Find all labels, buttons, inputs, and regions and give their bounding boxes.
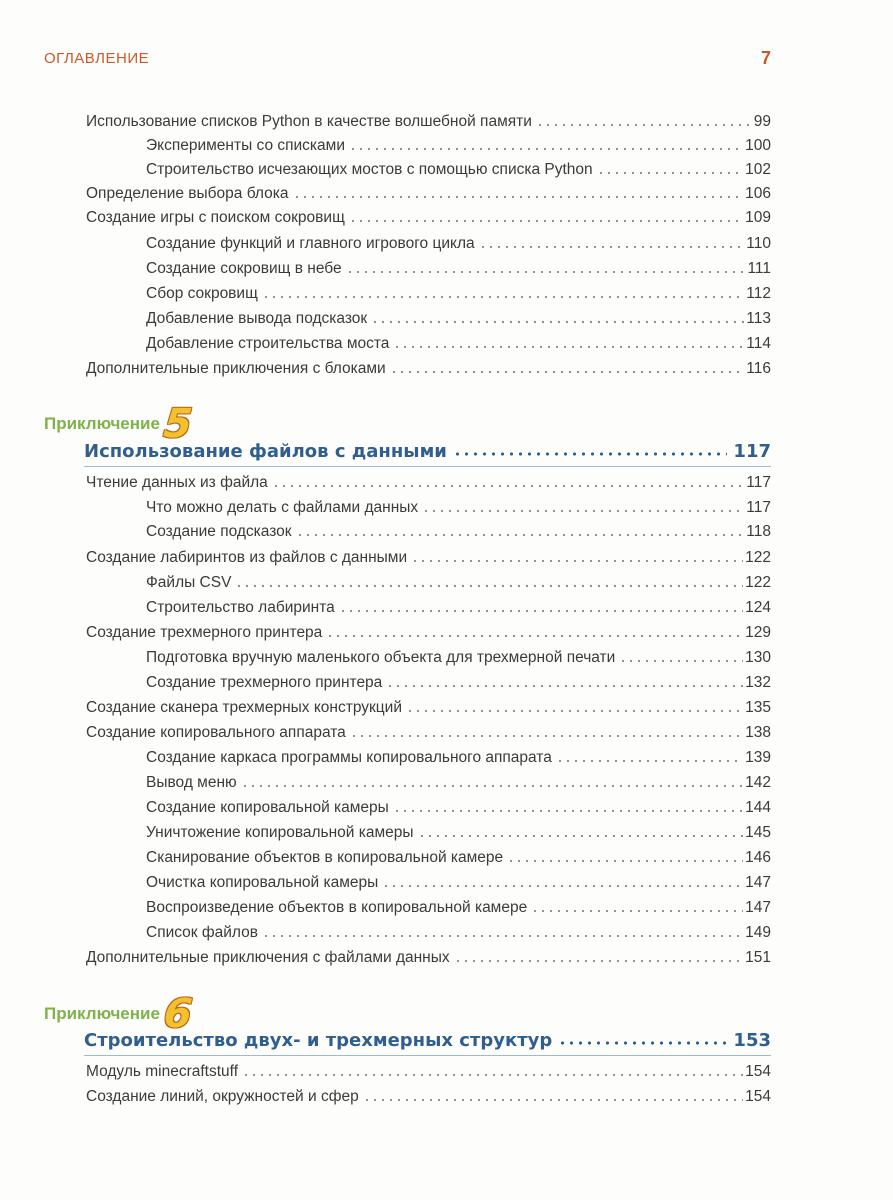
toc-entry[interactable] bbox=[146, 896, 771, 918]
toc-entry-page: 147 bbox=[745, 874, 771, 891]
dot-leader bbox=[422, 509, 744, 513]
toc-entry-page: 109 bbox=[745, 209, 771, 226]
dot-leader bbox=[296, 533, 745, 537]
toc-entry-page: 129 bbox=[745, 624, 771, 641]
toc-entry[interactable] bbox=[146, 796, 771, 818]
toc-entry[interactable] bbox=[86, 357, 771, 379]
page-number: 7 bbox=[760, 48, 771, 68]
toc-entry[interactable] bbox=[146, 646, 771, 668]
dot-leader bbox=[393, 809, 743, 813]
toc-entry[interactable] bbox=[86, 546, 771, 568]
dot-leader bbox=[558, 1040, 727, 1046]
toc-entry-page: 122 bbox=[745, 574, 771, 591]
toc-entry-title: Добавление вывода подсказок bbox=[146, 310, 368, 327]
dot-leader bbox=[479, 245, 745, 249]
toc-entry[interactable] bbox=[146, 746, 771, 768]
toc-entry-title: Создание трехмерного принтера bbox=[86, 624, 323, 641]
toc-entry-page: 100 bbox=[745, 137, 771, 154]
toc-entry-title: Создание копировального аппарата bbox=[86, 724, 346, 741]
dot-leader bbox=[363, 1098, 743, 1102]
toc-entry-title: Создание подсказок bbox=[146, 523, 292, 540]
toc-entry-page: 122 bbox=[745, 549, 771, 566]
toc-entry-page: 145 bbox=[745, 824, 771, 841]
dot-leader bbox=[619, 659, 743, 663]
toc-entry-page: 112 bbox=[746, 285, 771, 302]
chapter-page: 117 bbox=[733, 440, 771, 462]
toc-entry-page: 139 bbox=[745, 749, 771, 766]
toc-entry-page: 99 bbox=[753, 113, 771, 130]
toc-entry-page: 111 bbox=[747, 260, 771, 277]
toc-entry-page: 135 bbox=[745, 699, 771, 716]
chapter-title-row[interactable] bbox=[84, 436, 771, 467]
toc-entry[interactable] bbox=[146, 307, 771, 329]
toc-entry-title: Создание функций и главного игрового цикла bbox=[146, 235, 475, 252]
toc-entry-page: 132 bbox=[745, 674, 771, 691]
toc-entry[interactable] bbox=[146, 671, 771, 693]
toc-entry-page: 154 bbox=[745, 1088, 771, 1105]
dot-leader bbox=[382, 884, 743, 888]
toc-entry-title: Эксперименты со списками bbox=[146, 137, 345, 154]
dot-leader bbox=[262, 295, 744, 299]
toc-entry-page: 118 bbox=[746, 523, 771, 540]
toc-entry[interactable] bbox=[146, 134, 771, 156]
dot-leader bbox=[350, 734, 743, 738]
dot-leader bbox=[262, 934, 743, 938]
dot-leader bbox=[346, 270, 746, 274]
toc-entry-title: Что можно делать с файлами данных bbox=[146, 499, 419, 516]
toc-entry-page: 147 bbox=[745, 899, 771, 916]
toc-entry-title: Сбор сокровищ bbox=[146, 285, 258, 302]
dot-leader bbox=[386, 684, 743, 688]
dot-leader bbox=[454, 959, 744, 963]
toc-entry-page: 114 bbox=[746, 335, 771, 352]
toc-entry-title: Определение выбора блока bbox=[86, 185, 289, 202]
toc-entry-page: 130 bbox=[745, 649, 771, 666]
adventure-label: Приключение bbox=[44, 414, 160, 433]
dot-leader bbox=[418, 834, 744, 838]
toc-entry-page: 149 bbox=[745, 924, 771, 941]
toc-entry[interactable] bbox=[86, 621, 771, 643]
toc-entry-title: Добавление строительства моста bbox=[146, 335, 390, 352]
toc-entry-page: 138 bbox=[745, 724, 771, 741]
toc-entry-title: Дополнительные приключения с файлами данных bbox=[86, 949, 450, 966]
dot-leader bbox=[531, 909, 743, 913]
toc-entry-title: Сканирование объектов в копировальной камере bbox=[146, 849, 504, 866]
toc-entry[interactable] bbox=[146, 596, 771, 618]
toc-entry-title: Воспроизведение объектов в копировальной камере bbox=[146, 899, 528, 916]
toc-entry-page: 117 bbox=[746, 499, 771, 516]
toc-entry[interactable] bbox=[146, 846, 771, 868]
adventure-number: 5 bbox=[161, 401, 195, 447]
toc-entry-title: Файлы CSV bbox=[146, 574, 232, 591]
toc-entry-page: 110 bbox=[746, 235, 771, 252]
toc-entry-page: 142 bbox=[745, 774, 771, 791]
dot-leader bbox=[371, 320, 744, 324]
toc-entry-page: 113 bbox=[746, 310, 771, 327]
toc-entry-title: Создание лабиринтов из файлов с данными bbox=[86, 549, 408, 566]
toc-entry[interactable] bbox=[146, 921, 771, 943]
toc-entry-page: 154 bbox=[745, 1063, 771, 1080]
toc-entry-page: 116 bbox=[746, 360, 771, 377]
dot-leader bbox=[556, 759, 743, 763]
toc-entry-title: Уничтожение копировальной камеры bbox=[146, 824, 414, 841]
toc-entry-page: 117 bbox=[746, 474, 771, 491]
toc-entry-page: 106 bbox=[745, 185, 771, 202]
toc-entry-title: Создание сокровищ в небе bbox=[146, 260, 342, 277]
toc-entry-title: Создание трехмерного принтера bbox=[146, 674, 383, 691]
dot-leader bbox=[242, 1073, 743, 1077]
toc-entry[interactable] bbox=[86, 1060, 771, 1082]
toc-entry-title: Подготовка вручную маленького объекта для трехмерной печати bbox=[146, 649, 616, 666]
toc-entry-page: 151 bbox=[745, 949, 771, 966]
dot-leader bbox=[411, 559, 743, 563]
dot-leader bbox=[406, 709, 743, 713]
toc-entry-title: Создание каркаса программы копировального аппарата bbox=[146, 749, 552, 766]
toc-entry-title: Строительство лабиринта bbox=[146, 599, 335, 616]
dot-leader bbox=[339, 609, 743, 613]
dot-leader bbox=[326, 634, 743, 638]
toc-entry[interactable] bbox=[86, 471, 771, 493]
toc-entry[interactable] bbox=[86, 182, 771, 204]
toc-entry-title: Чтение данных из файла bbox=[86, 474, 268, 491]
dot-leader bbox=[272, 484, 745, 488]
dot-leader bbox=[597, 171, 743, 175]
toc-entry-title: Создание копировальной камеры bbox=[146, 799, 389, 816]
adventure-number: 6 bbox=[161, 991, 195, 1037]
toc-entry-title: Строительство исчезающих мостов с помощью списка Python bbox=[146, 161, 593, 178]
dot-leader bbox=[536, 123, 752, 127]
toc-entry[interactable] bbox=[146, 232, 771, 254]
dot-leader bbox=[390, 370, 745, 374]
toc-entry-title: Создание игры с поиском сокровищ bbox=[86, 209, 345, 226]
chapter-title: Строительство двух- и трехмерных структур bbox=[84, 1029, 553, 1051]
dot-leader bbox=[293, 195, 744, 199]
toc-entry-page: 102 bbox=[745, 161, 771, 178]
toc-entry[interactable] bbox=[146, 771, 771, 793]
toc-entry-title: Очистка копировальной камеры bbox=[146, 874, 379, 891]
toc-entry-title: Создание линий, окружностей и сфер bbox=[86, 1088, 359, 1105]
toc-entry[interactable] bbox=[146, 257, 771, 279]
toc-entry[interactable] bbox=[146, 821, 771, 843]
dot-leader bbox=[349, 147, 743, 151]
toc-entry-page: 144 bbox=[745, 799, 771, 816]
dot-leader bbox=[507, 859, 743, 863]
dot-leader bbox=[349, 219, 743, 223]
dot-leader bbox=[393, 345, 744, 349]
toc-entry[interactable] bbox=[86, 696, 771, 718]
running-header: ОГЛАВЛЕНИЕ bbox=[44, 50, 150, 67]
toc-entry[interactable] bbox=[146, 571, 771, 593]
toc-entry[interactable] bbox=[146, 871, 771, 893]
toc-entry[interactable] bbox=[146, 158, 771, 180]
toc-entry-title: Список файлов bbox=[146, 924, 258, 941]
dot-leader bbox=[453, 451, 728, 457]
toc-entry[interactable] bbox=[86, 110, 771, 132]
toc-entry-title: Модуль minecraftstuff bbox=[86, 1063, 238, 1080]
chapter-page: 153 bbox=[733, 1029, 771, 1051]
toc-entry[interactable] bbox=[146, 282, 771, 304]
adventure-label: Приключение bbox=[44, 1004, 160, 1023]
toc-entry[interactable] bbox=[146, 332, 771, 354]
toc-entry[interactable] bbox=[146, 520, 771, 542]
toc-entry[interactable] bbox=[86, 206, 771, 228]
toc-entry-page: 124 bbox=[745, 599, 771, 616]
toc-entry-title: Дополнительные приключения с блоками bbox=[86, 360, 386, 377]
toc-entry-title: Вывод меню bbox=[146, 774, 237, 791]
dot-leader bbox=[235, 584, 743, 588]
toc-entry[interactable] bbox=[146, 496, 771, 518]
toc-entry[interactable] bbox=[86, 1085, 771, 1107]
toc-entry[interactable] bbox=[86, 946, 771, 968]
toc-entry-page: 146 bbox=[745, 849, 771, 866]
chapter-title-row[interactable] bbox=[84, 1025, 771, 1056]
chapter-title: Использование файлов с данными bbox=[84, 440, 447, 462]
toc-entry-title: Использование списков Python в качестве волшебной памяти bbox=[86, 113, 532, 130]
toc-entry[interactable] bbox=[86, 721, 771, 743]
toc-entry-title: Создание сканера трехмерных конструкций bbox=[86, 699, 402, 716]
dot-leader bbox=[241, 784, 743, 788]
